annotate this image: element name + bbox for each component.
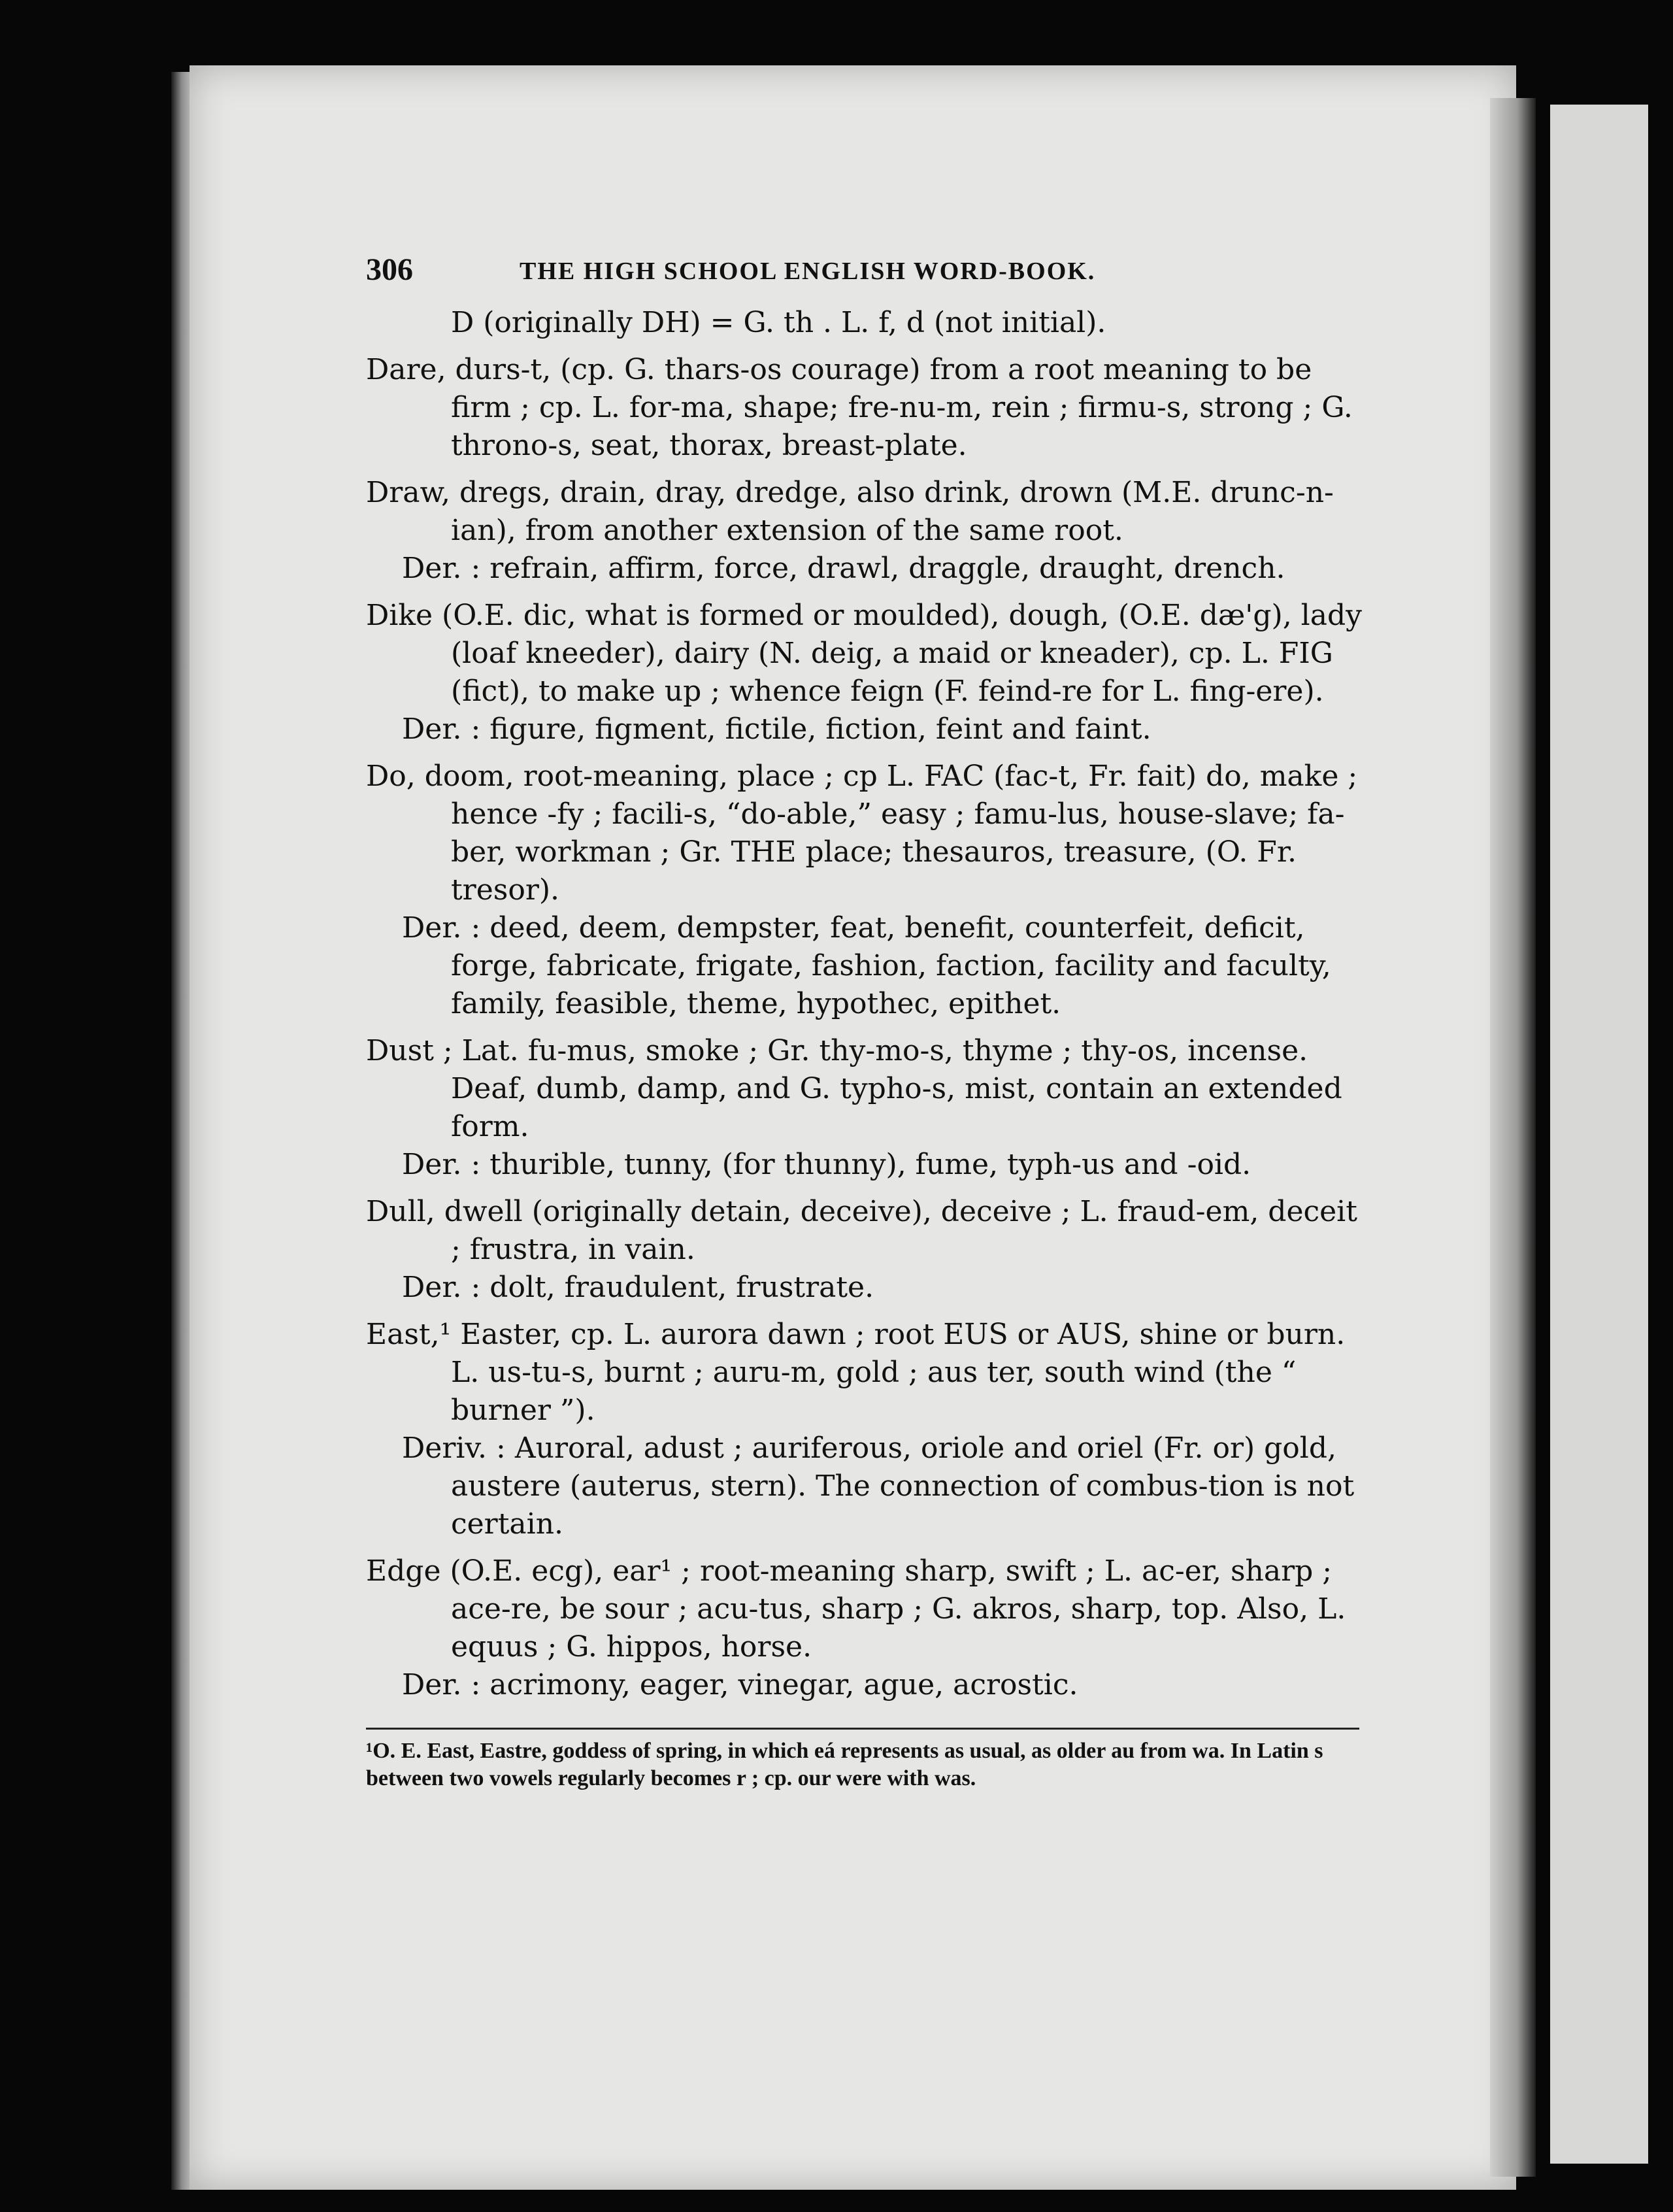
derivatives-text: Der. : deed, deem, dempster, feat, benefit, counterfeit, deficit, forge, fabricate, frigate, fashion, faction, facility and faculty, family, feasible, theme, hypothec, epithet. [402,911,1331,1020]
dictionary-body [366,304,1372,1704]
derivatives-text: Der. : refrain, affirm, force, drawl, draggle, draught, drench. [402,552,1285,585]
derivatives-text: Der. : acrimony, eager, vinegar, ague, acrostic. [402,1668,1078,1701]
derivatives [366,1430,1372,1543]
derivatives [366,1146,1372,1184]
derivatives-text: Der. : figure, figment, fictile, fiction, feint and faint. [402,712,1151,746]
entry-dust [366,1032,1372,1146]
entry-text: Dust ; Lat. fu-mus, smoke ; Gr. thy-mo-s, thyme ; thy-os, incense. Deaf, dumb, damp, and G. typho-s, mist, contain an extended form. [366,1034,1342,1143]
entry-text: East,¹ Easter, cp. L. aurora dawn ; root EUS or AUS, shine or burn. L. us-tu-s, burnt ; auru-m, gold ; aus ter, south wind (the “ burner ”). [366,1318,1346,1427]
entry-do [366,758,1372,909]
derivatives [366,909,1372,1023]
page-title: THE HIGH SCHOOL ENGLISH WORD-BOOK. [520,258,1096,285]
entry-text: Draw, dregs, drain, dray, dredge, also drink, drown (M.E. drunc-n-ian), from another extension of the same root. [366,476,1334,547]
entry-d [366,304,1372,342]
entry-text: Edge (O.E. ecg), ear¹ ; root-meaning sharp, swift ; L. ac-er, sharp ; ace-re, be sour ; acu-tus, sharp ; G. akros, sharp, top. Also, L. equus ; G. hippos, horse. [366,1554,1346,1664]
entry-text: D (originally DH) = G. th . L. f, d (not initial). [451,306,1106,339]
page-number: 306 [366,252,413,287]
footnote: ¹O. E. East, Eastre, goddess of spring, in which eá represents as usual, as older au from wa. In Latin s between two vowels regularly becomes r ; cp. our were with was. [366,1739,1323,1790]
derivatives [366,1666,1372,1704]
entry-text: Do, doom, root-meaning, place ; cp L. FAC (fac-t, Fr. fait) do, make ; hence -fy ; facili-s, “do-able,” easy ; famu-lus, house-slave; fa-ber, workman ; Gr. THE place; thesauros, treasure, (O. Fr. tresor). [366,760,1358,907]
footnote-rule [366,1728,1359,1730]
derivatives-text: Der. : thurible, tunny, (for thunny), fume, typh-us and -oid. [402,1148,1251,1181]
entry-east [366,1316,1372,1430]
derivatives [366,550,1372,588]
entry-dare [366,351,1372,465]
entry-text: Dike (O.E. dic, what is formed or moulded), dough, (O.E. dæ'g), lady (loaf kneeder), dairy (N. deig, a maid or kneader), cp. L. FIG (fict), to make up ; whence feign (F. feind-re for L. fing-ere). [366,599,1362,708]
entry-text: Dare, durs-t, (cp. G. thars-os courage) from a root meaning to be firm ; cp. L. for-ma, shape; fre-nu-m, rein ; firmu-s, strong ; G. throno-s, seat, thorax, breast-plate. [366,353,1353,462]
derivatives-text: Der. : dolt, fraudulent, frustrate. [402,1271,874,1304]
book-gutter [1490,98,1536,2177]
entry-edge [366,1552,1372,1666]
entry-draw [366,474,1372,550]
derivatives-text: Deriv. : Auroral, adust ; auriferous, oriole and oriel (Fr. or) gold, austere (auterus, stern). The connection of combus-tion is not certain. [402,1432,1355,1541]
entry-text: Dull, dwell (originally detain, deceive), deceive ; L. fraud-em, deceit ; frustra, in vain. [366,1195,1357,1266]
derivatives [366,711,1372,748]
entry-dike [366,597,1372,711]
entry-dull [366,1193,1372,1269]
derivatives [366,1269,1372,1307]
page-content [366,245,1372,1792]
running-head [366,245,1372,304]
facing-page-edge [1550,105,1648,2164]
